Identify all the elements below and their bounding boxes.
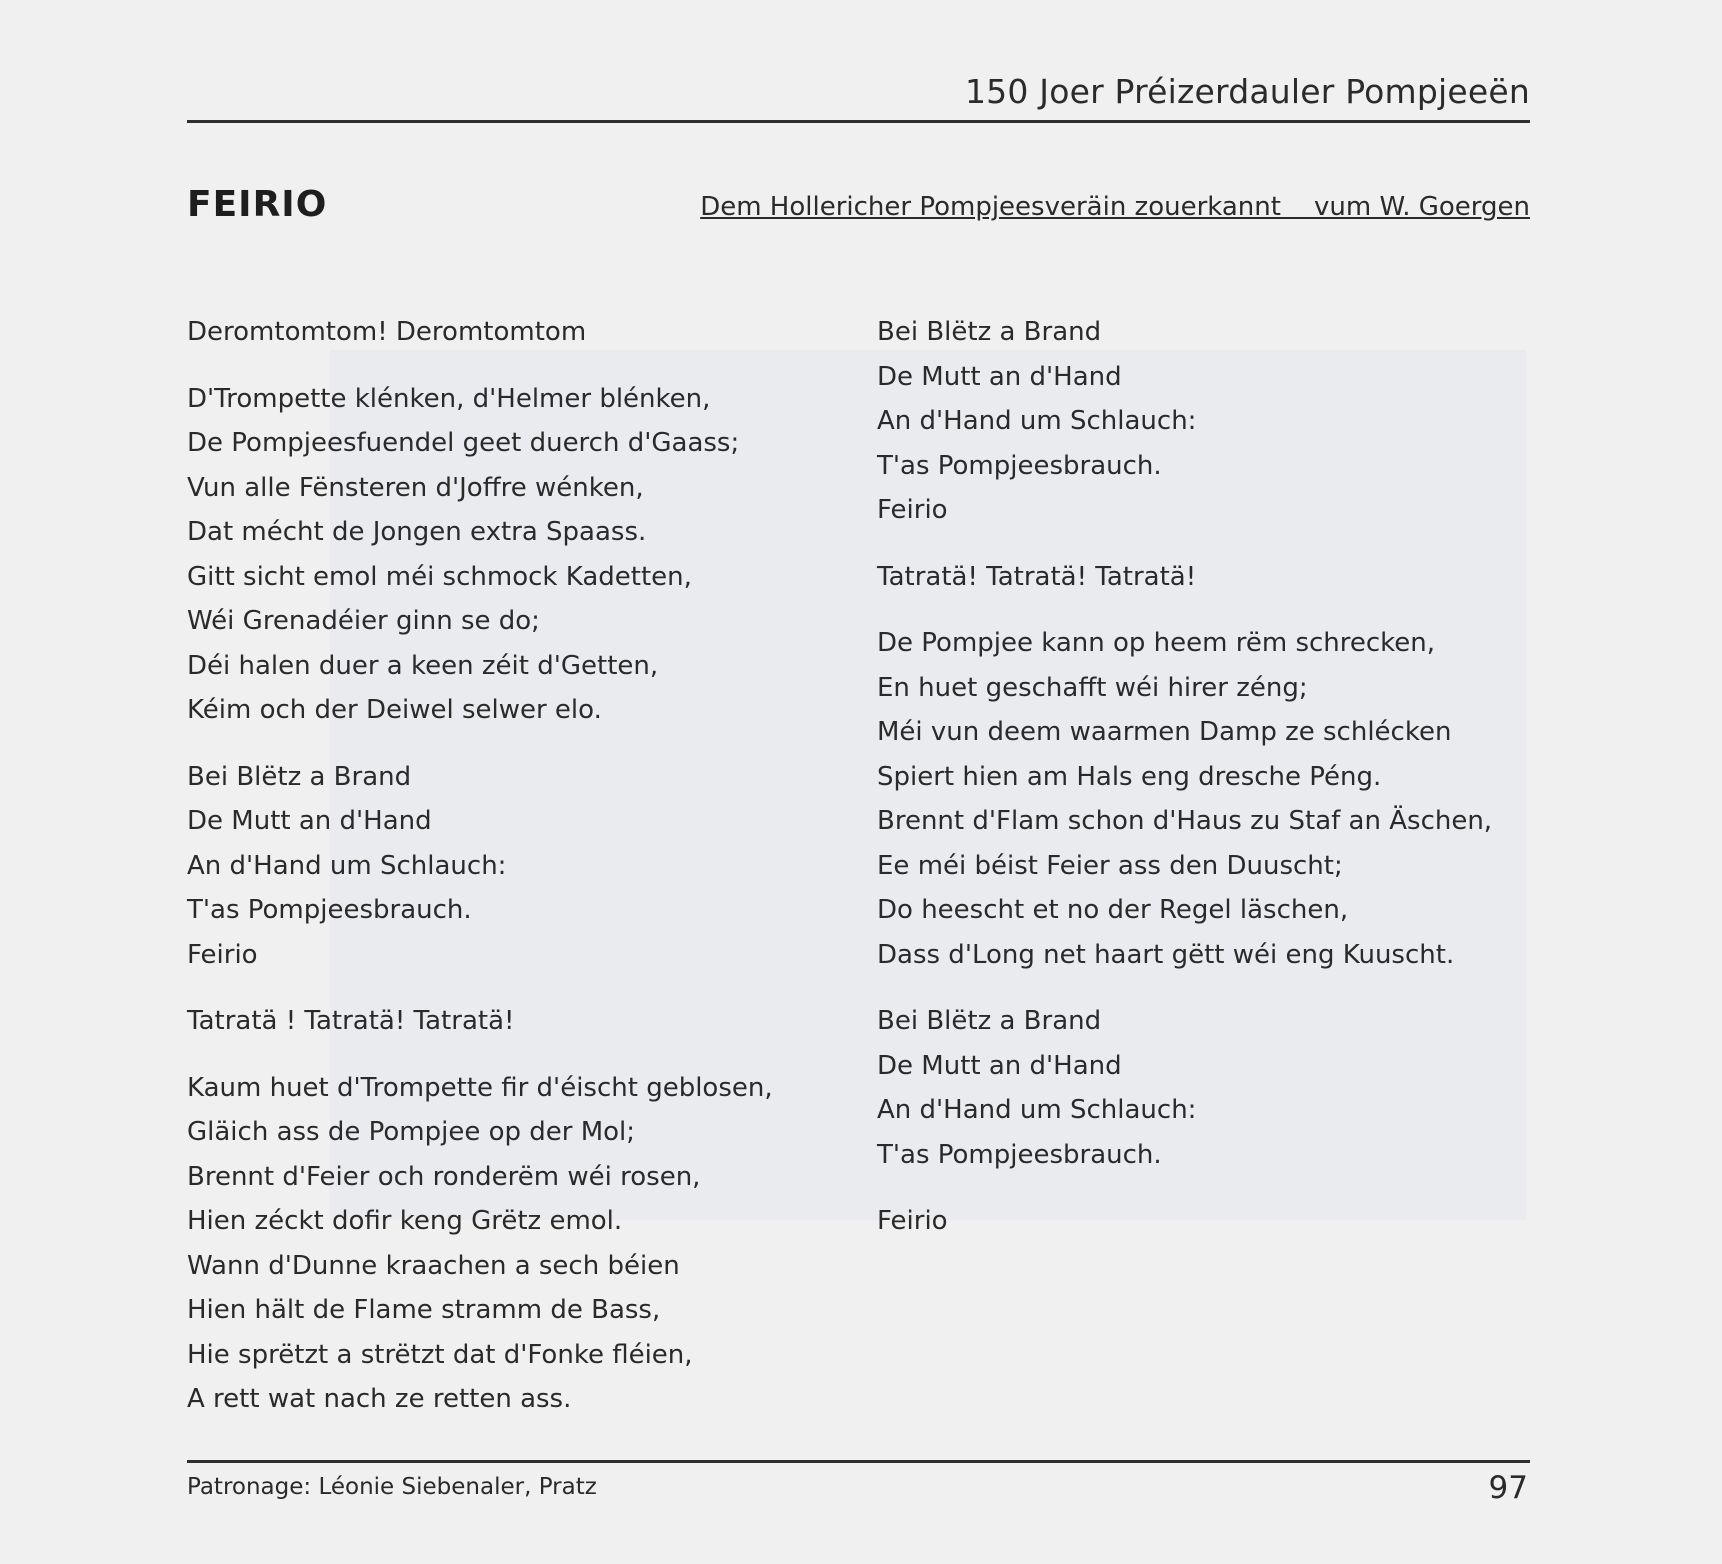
stanza [187, 1066, 867, 1422]
poem-line: A rett wat nach ze retten ass. [187, 1384, 572, 1414]
stanza [877, 999, 1537, 1177]
poem-line: Bei Blëtz a Brand [877, 1006, 1102, 1036]
poem-line: An d'Hand um Schlauch: [877, 1095, 1197, 1125]
poem-line: Hien zéckt dofir keng Grëtz emol. [187, 1206, 623, 1236]
stanza [877, 1199, 1537, 1244]
poem-line: T'as Pompjeesbrauch. [877, 450, 1162, 481]
stanza [877, 621, 1537, 977]
poem-line: T'as Pompjeesbrauch. [187, 895, 472, 925]
header-rule [187, 120, 1530, 123]
page-number: 97 [1488, 1470, 1528, 1506]
poem-line: Hien hält de Flame stramm de Bass, [187, 1295, 661, 1325]
poem-line: Gitt sicht emol méi schmock Kadetten, [187, 561, 692, 592]
poem-line: Déi halen duer a keen zéit d'Getten, [187, 650, 659, 681]
poem-line: Gläich ass de Pompjee op der Mol; [187, 1117, 636, 1147]
stanza [187, 999, 867, 1044]
poem-line: Wann d'Dunne kraachen a sech béien [187, 1250, 680, 1281]
running-title: 150 Joer Préizerdauler Pompjeeën [964, 72, 1530, 111]
poem-line: Ee méi béist Feier ass den Duuscht; [877, 850, 1343, 881]
poem-line: De Pompjee kann op heem rëm schrecken, [877, 628, 1436, 658]
poem-line: Wéi Grenadéier ginn se do; [187, 606, 540, 636]
poem-line: Brennt d'Flam schon d'Haus zu Staf an Äschen, [877, 806, 1493, 836]
footer-rule [187, 1460, 1530, 1463]
poem-line: Feirio [187, 939, 258, 970]
stanza [187, 377, 867, 733]
poem-line: An d'Hand um Schlauch: [187, 850, 507, 881]
poem-line: Hie sprëtzt a strëtzt dat d'Fonke fléien, [187, 1339, 693, 1370]
poem-line: D'Trompette klénken, d'Helmer blénken, [187, 383, 711, 414]
poem-line: Dass d'Long net haart gëtt wéi eng Kuuscht. [877, 939, 1455, 970]
poem-line: Deromtomtom! Deromtomtom [187, 317, 587, 347]
poem-line: Feirio [877, 495, 948, 525]
poem-line: Bei Blëtz a Brand [187, 761, 412, 792]
poem-title: FEIRIO [187, 184, 328, 225]
poem-line: En huet geschafft wéi hirer zéng; [877, 672, 1308, 703]
poem-line: Tatratä ! Tatratä! Tatratä! [187, 1006, 515, 1036]
poem-left-column [187, 310, 867, 1444]
poem-line: Feirio [877, 1206, 948, 1236]
poem-dedication: Dem Hollericher Pompjeesveräin zouerkannt vum W. Goergen [700, 192, 1530, 222]
poem-line: An d'Hand um Schlauch: [877, 406, 1197, 436]
poem-line: Do heescht et no der Regel läschen, [877, 895, 1349, 925]
poem-line: De Mutt an d'Hand [187, 806, 432, 836]
stanza [187, 755, 867, 978]
poem-line: Kaum huet d'Trompette fir d'éischt geblosen, [187, 1072, 773, 1103]
patronage-note: Patronage: Léonie Siebenaler, Pratz [187, 1474, 597, 1500]
poem-line: Kéim och der Deiwel selwer elo. [187, 695, 602, 725]
stanza [877, 310, 1537, 533]
poem-line: De Pompjeesfuendel geet duerch d'Gaass; [187, 428, 740, 458]
poem-line: Bei Blëtz a Brand [877, 317, 1102, 347]
poem-line: De Mutt an d'Hand [877, 1050, 1122, 1081]
stanza [877, 555, 1537, 600]
poem-line: De Mutt an d'Hand [877, 361, 1122, 392]
poem-line: Spiert hien am Hals eng dresche Péng. [877, 761, 1382, 792]
poem-right-column [877, 310, 1537, 1266]
poem-line: Brennt d'Feier och ronderëm wéi rosen, [187, 1161, 701, 1192]
poem-line: Tatratä! Tatratä! Tatratä! [877, 561, 1197, 592]
poem-line: T'as Pompjeesbrauch. [877, 1139, 1162, 1170]
stanza [187, 310, 867, 355]
poem-line: Méi vun deem waarmen Damp ze schlécken [877, 717, 1452, 747]
poem-line: Vun alle Fënsteren d'Joffre wénken, [187, 472, 644, 503]
poem-line: Dat mécht de Jongen extra Spaass. [187, 517, 647, 547]
